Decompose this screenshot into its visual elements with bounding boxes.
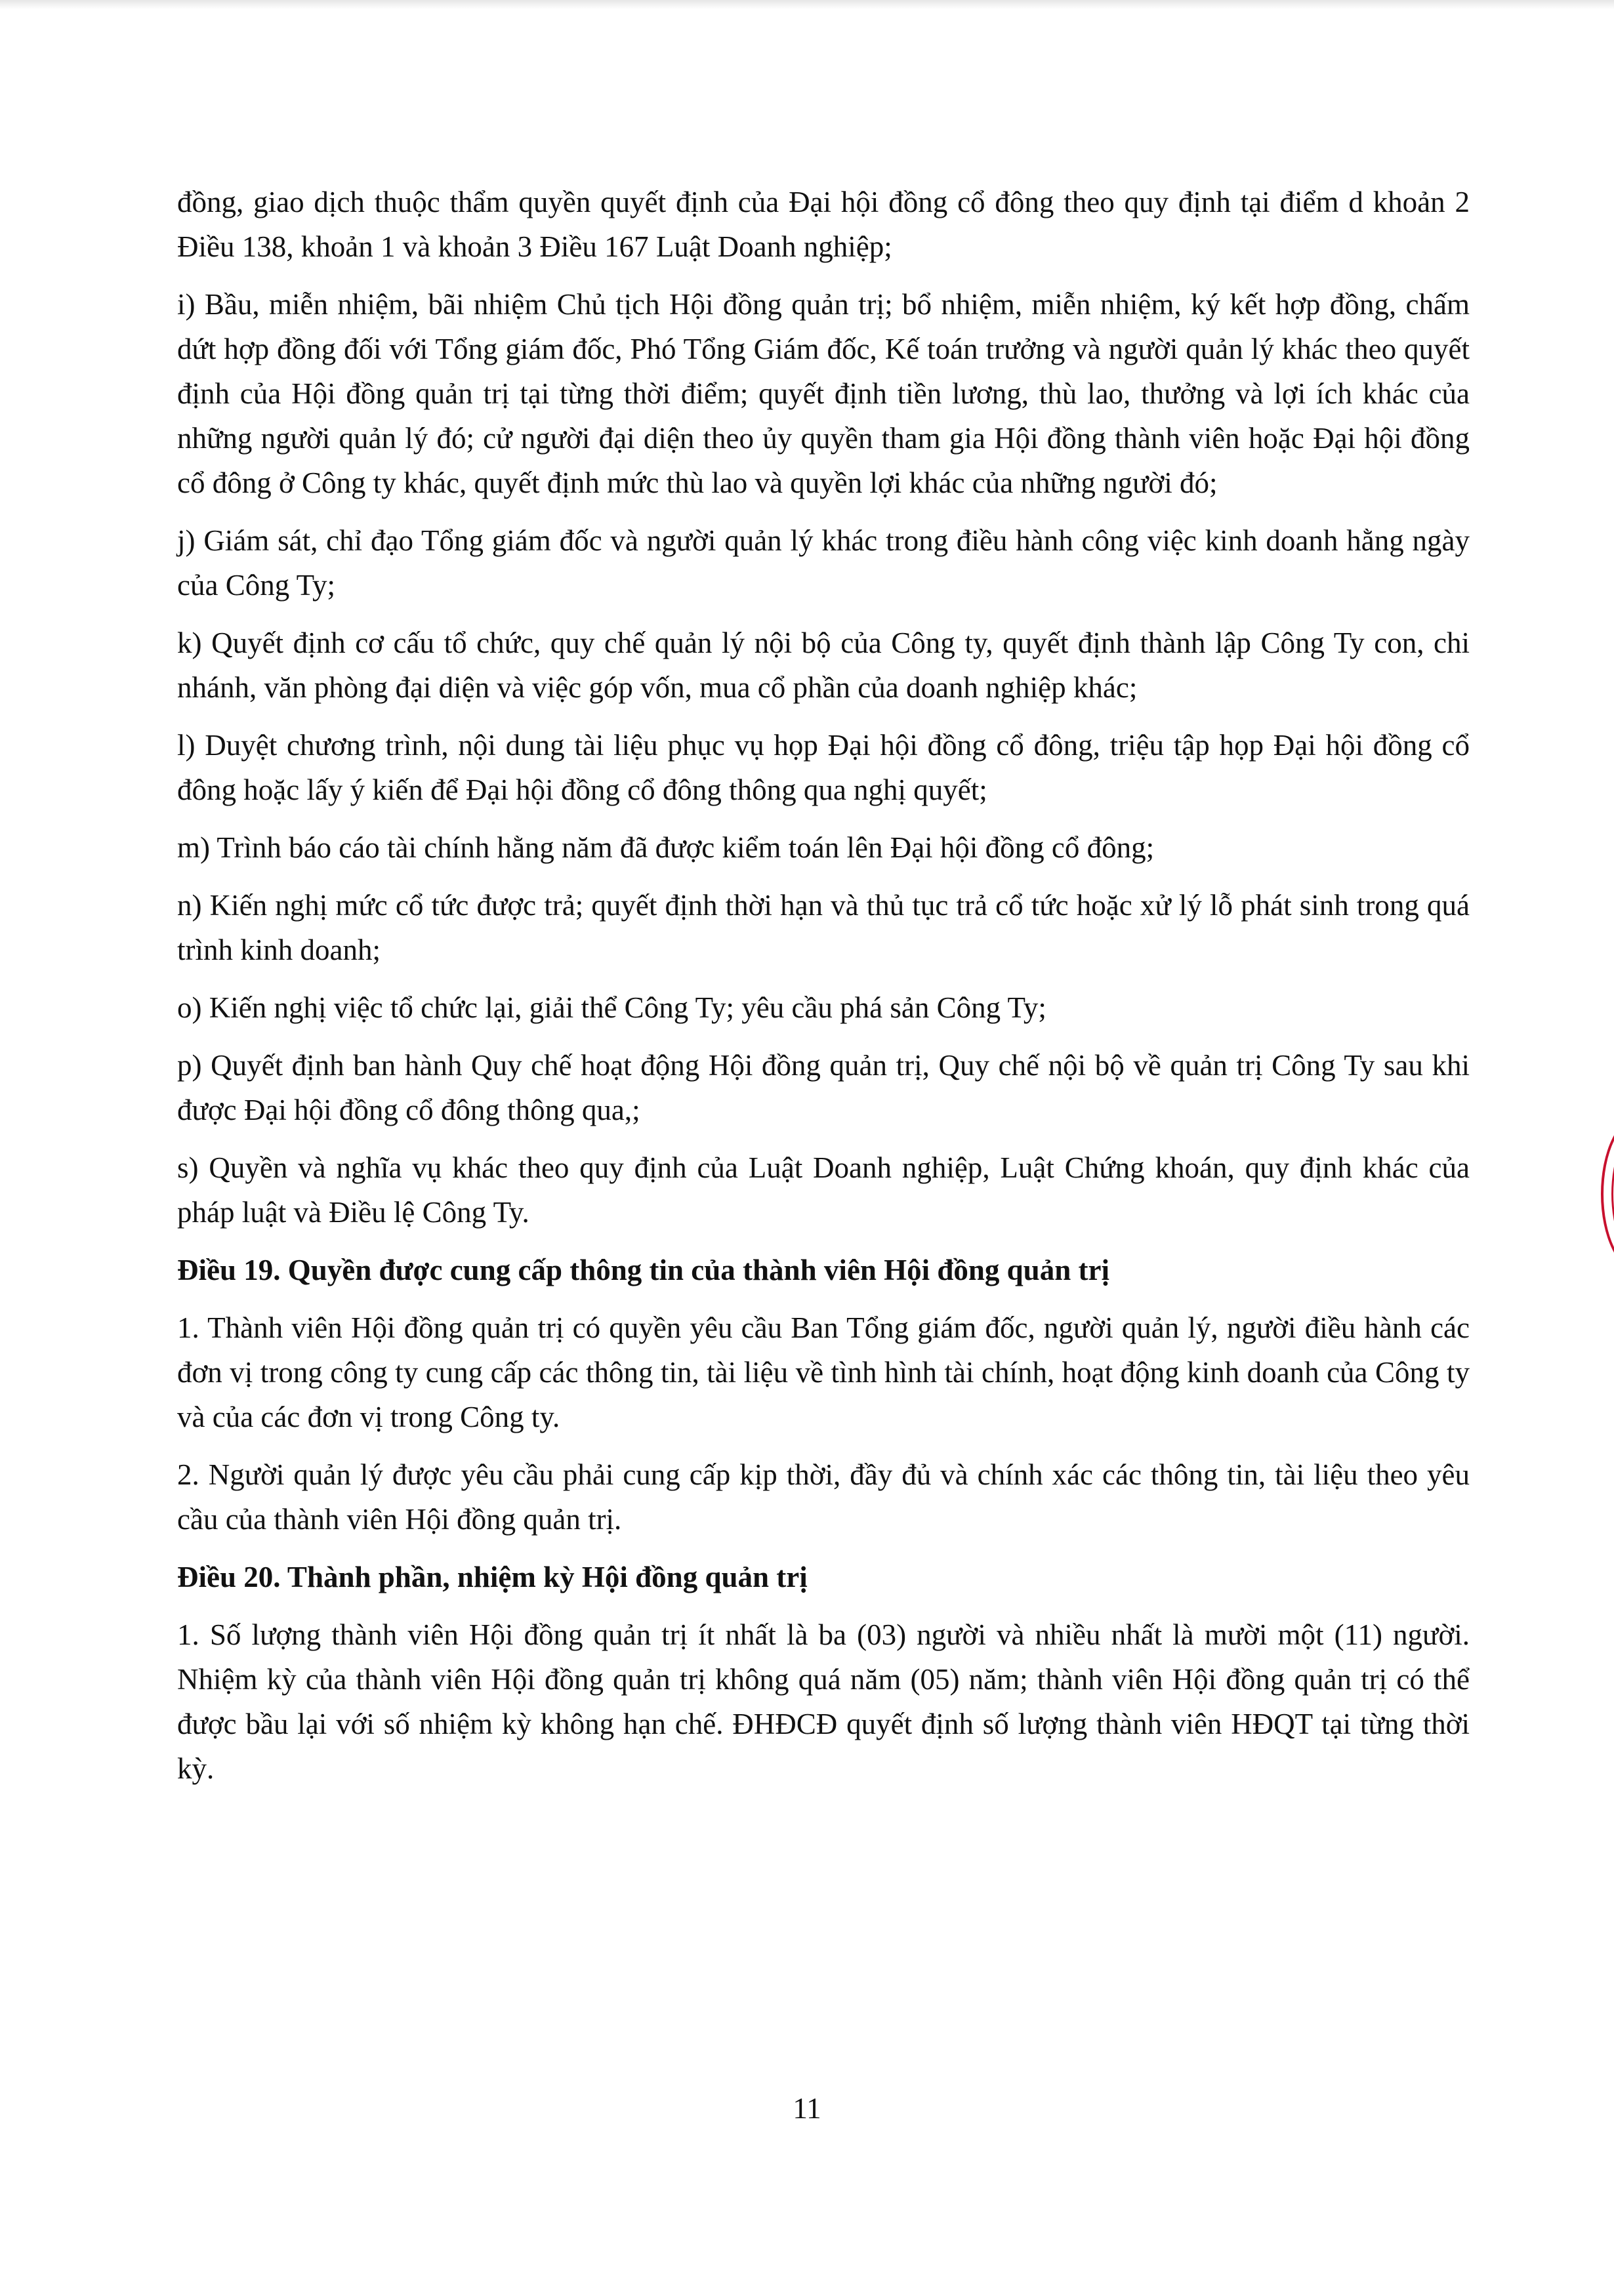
red-seal-stamp-edge [1601,1115,1614,1273]
article-19-clause-1: 1. Thành viên Hội đồng quản trị có quyền yêu cầu Ban Tổng giám đốc, người quản lý, người điều hành các đơn vị trong công ty cung cấp các thông tin, tài liệu về tình hình tài chính, hoạt động kinh doanh của Công ty và của các đơn vị trong Công ty. [177,1311,1470,1433]
article-19-clause-2: 2. Người quản lý được yêu cầu phải cung cấp kịp thời, đầy đủ và chính xác các thông tin, tài liệu theo yêu cầu của thành viên Hội đồng quản trị. [177,1458,1470,1536]
paragraph-l: l) Duyệt chương trình, nội dung tài liệu phục vụ họp Đại hội đồng cổ đông, triệu tập họp Đại hội đồng cổ đông hoặc lấy ý kiến để Đại hội đồng cổ đông thông qua nghị quyết; [177,729,1470,806]
paragraph-s: s) Quyền và nghĩa vụ khác theo quy định của Luật Doanh nghiệp, Luật Chứng khoán, quy định khác của pháp luật và Điều lệ Công Ty. [177,1151,1470,1229]
paragraph-k: k) Quyết định cơ cấu tổ chức, quy chế quản lý nội bộ của Công ty, quyết định thành lập Công Ty con, chi nhánh, văn phòng đại diện và việc góp vốn, mua cổ phần của doanh nghiệp khác; [177,626,1470,704]
article-20-heading: Điều 20. Thành phần, nhiệm kỳ Hội đồng quản trị [177,1561,808,1593]
article-19-heading: Điều 19. Quyền được cung cấp thông tin của thành viên Hội đồng quản trị [177,1254,1109,1286]
paragraph-n: n) Kiến nghị mức cổ tức được trả; quyết định thời hạn và thủ tục trả cổ tức hoặc xử lý lỗ phát sinh trong quá trình kinh doanh; [177,889,1470,966]
article-20-clause-1: 1. Số lượng thành viên Hội đồng quản trị ít nhất là ba (03) người và nhiều nhất là mười một (11) người. Nhiệm kỳ của thành viên Hội đồng quản trị không quá năm (05) năm; thành viên Hội đồng quản trị có thể được bầu lại với số nhiệm kỳ không hạn chế. ĐHĐCĐ quyết định số lượng thành viên HĐQT tại từng thời kỳ. [177,1618,1470,1785]
paragraph-j: j) Giám sát, chỉ đạo Tổng giám đốc và người quản lý khác trong điều hành công việc kinh doanh hằng ngày của Công Ty; [177,524,1470,602]
document-body [177,180,1470,1804]
paragraph-i: i) Bầu, miễn nhiệm, bãi nhiệm Chủ tịch Hội đồng quản trị; bổ nhiệm, miễn nhiệm, ký kết hợp đồng, chấm dứt hợp đồng đối với Tổng giám đốc, Phó Tổng Giám đốc, Kế toán trưởng và người quản lý khác theo quyết định của Hội đồng quản trị tại từng thời điểm; quyết định tiền lương, thù lao, thưởng và lợi ích khác của những người quản lý đó; cử người đại diện theo ủy quyền tham gia Hội đồng thành viên hoặc Đại hội đồng cổ đông ở Công ty khác, quyết định mức thù lao và quyền lợi khác của những người đó; [177,288,1470,499]
scan-edge [0,0,1614,9]
paragraph-h-continuation: đồng, giao dịch thuộc thẩm quyền quyết định của Đại hội đồng cổ đông theo quy định tại điểm d khoản 2 Điều 138, khoản 1 và khoản 3 Điều 167 Luật Doanh nghiệp; [177,186,1470,263]
paragraph-p: p) Quyết định ban hành Quy chế hoạt động Hội đồng quản trị, Quy chế nội bộ về quản trị Công Ty sau khi được Đại hội đồng cổ đông thông qua,; [177,1049,1470,1126]
paragraph-m: m) Trình báo cáo tài chính hằng năm đã được kiểm toán lên Đại hội đồng cổ đông; [177,831,1155,864]
paragraph-o: o) Kiến nghị việc tổ chức lại, giải thể Công Ty; yêu cầu phá sản Công Ty; [177,991,1046,1024]
page-number: 11 [793,2092,821,2125]
